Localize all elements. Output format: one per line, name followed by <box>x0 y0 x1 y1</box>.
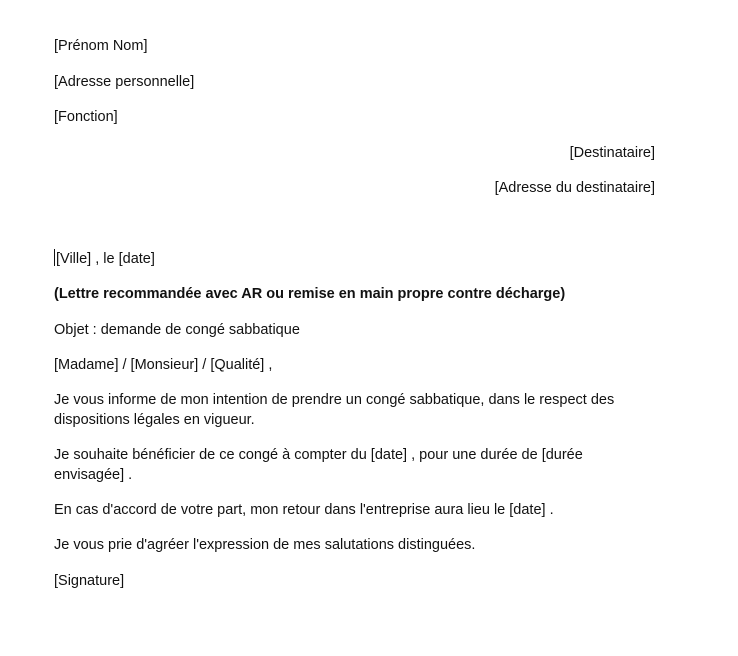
signature: [Signature] <box>54 573 125 589</box>
paragraph-intention: Je vous informe de mon intention de prendre un congé sabbatique, dans le respect des dispositions légales en vigueur. <box>54 392 615 428</box>
subject-line: Objet : demande de congé sabbatique <box>54 322 300 338</box>
place-date: [Ville] , le [date] <box>56 251 155 267</box>
recipient-name: [Destinataire] <box>569 145 655 161</box>
recipient-address: [Adresse du destinataire] <box>494 180 655 196</box>
paragraph-start-date: Je souhaite bénéficier de ce congé à compter du [date] , pour une durée de [durée envisagée] . <box>54 447 583 483</box>
delivery-note: (Lettre recommandée avec AR ou remise en main propre contre décharge) <box>54 286 566 302</box>
sender-name: [Prénom Nom] <box>54 38 148 54</box>
salutation: [Madame] / [Monsieur] / [Qualité] , <box>54 357 273 373</box>
place-date-line[interactable] <box>54 249 155 269</box>
text-cursor <box>54 249 55 266</box>
sender-function: [Fonction] <box>54 109 118 125</box>
paragraph-closing: Je vous prie d'agréer l'expression de mes salutations distinguées. <box>54 537 476 553</box>
sender-address: [Adresse personnelle] <box>54 74 195 90</box>
paragraph-return-date: En cas d'accord de votre part, mon retour dans l'entreprise aura lieu le [date] . <box>54 502 554 518</box>
